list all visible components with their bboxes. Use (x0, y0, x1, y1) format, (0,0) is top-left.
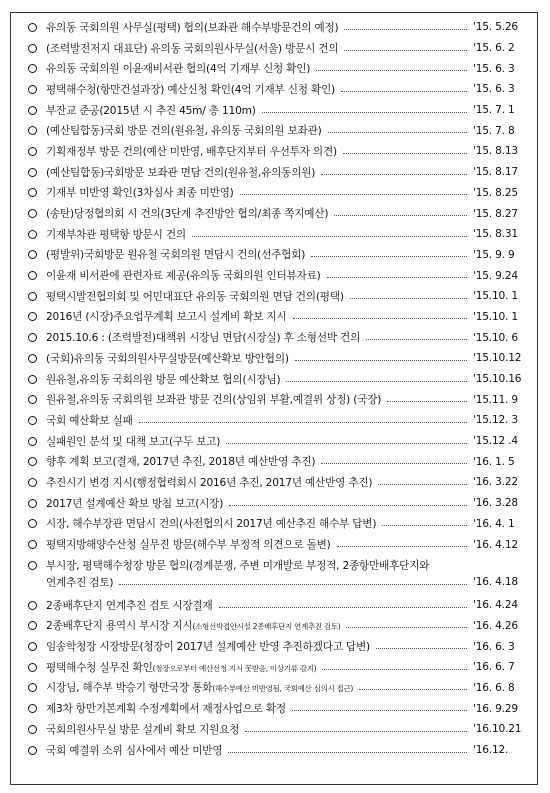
dot-leader (341, 91, 467, 92)
dot-leader (378, 484, 467, 485)
item-main-text: (예산팀합동)국회 방문 건의(원유철, 유의동 국회의원 보좌관) (46, 125, 322, 138)
timeline-item (11, 493, 537, 514)
timeline-item (11, 58, 537, 79)
timeline-list (11, 17, 537, 760)
item-text (46, 475, 372, 490)
item-main-text: 국회의원사무실 방문 설계비 확보 지원요청 (46, 723, 240, 736)
item-text (46, 598, 213, 613)
circle-bullet-icon (28, 250, 37, 259)
item-date: '15.10. 6 (473, 331, 518, 344)
dot-leader (328, 132, 467, 133)
circle-bullet-icon (28, 333, 37, 342)
circle-bullet-icon (28, 230, 37, 239)
item-main-text: 제3차 항만기본계획 수정계획에서 재정사업으로 확정 (46, 703, 286, 716)
dot-leader (343, 153, 467, 154)
dot-leader (286, 381, 467, 382)
circle-bullet-icon (28, 663, 37, 672)
circle-bullet-icon (28, 642, 37, 651)
timeline-item (11, 286, 537, 307)
dot-leader (192, 236, 467, 237)
item-text (46, 454, 315, 469)
item-date: '16. 4. 1 (473, 517, 515, 530)
circle-bullet-icon (28, 437, 37, 446)
dot-leader (228, 752, 467, 753)
circle-bullet-icon (28, 292, 37, 301)
circle-bullet-icon (28, 312, 37, 321)
item-date: '16. 4.24 (473, 599, 518, 612)
item-main-text: 이윤재 비서관에 관련자료 제공(유의동 국회의원 인터뷰자료) (46, 270, 321, 283)
item-text (46, 680, 353, 695)
item-main-text: 추진시기 변경 지시(행정협력회시 2016년 추진, 2017년 예산반영 추진) (46, 476, 373, 489)
item-text (46, 413, 133, 428)
item-main-text: 평택해수청(항만건설과장) 예산신청 확인(4억 기재부 신청 확인) (46, 83, 335, 96)
item-date: '15. 6. 3 (473, 83, 515, 96)
item-text (46, 185, 234, 200)
item-text (46, 722, 239, 737)
item-text (46, 701, 286, 716)
item-text (46, 61, 310, 76)
item-date: '16. 6. 3 (473, 640, 515, 653)
item-date: '15.12. 3 (473, 414, 518, 427)
timeline-item (11, 451, 537, 472)
dot-leader (293, 318, 468, 319)
circle-bullet-icon (28, 271, 37, 280)
item-date: '15. 8.27 (473, 207, 518, 220)
item-date: '15. 6. 3 (473, 62, 515, 75)
item-main-text: 기재부 미반영 확인(3차심사 최종 미반영) (46, 187, 234, 200)
circle-bullet-icon (28, 147, 37, 156)
dot-leader (344, 29, 467, 30)
item-date: '16. 3.28 (473, 497, 518, 510)
item-date: '15.10. 1 (473, 310, 518, 323)
dot-leader (337, 546, 467, 547)
item-text (46, 434, 220, 449)
circle-bullet-icon (28, 375, 37, 384)
item-text (46, 660, 316, 675)
timeline-item (11, 162, 537, 183)
item-text (46, 516, 376, 531)
timeline-item (11, 327, 537, 348)
item-text (46, 20, 338, 35)
item-date: '16. 4.12 (473, 538, 518, 551)
item-date: '15.10.12 (473, 352, 522, 365)
circle-bullet-icon (28, 188, 37, 197)
circle-bullet-icon (28, 683, 37, 692)
item-date: '16. 6. 8 (473, 681, 515, 694)
item-main-text: 국회 예산확보 실패 (46, 414, 133, 427)
timeline-item (11, 307, 537, 328)
dot-leader (229, 505, 467, 506)
dot-leader (346, 627, 467, 628)
item-main-text: 평택해수청 실무진 확인 (46, 661, 153, 674)
item-date: '15. 5.26 (473, 21, 518, 34)
item-text (46, 537, 331, 552)
item-date: '15.11. 9 (473, 393, 518, 406)
circle-bullet-icon (28, 540, 37, 549)
item-text (46, 496, 223, 511)
dot-leader (316, 70, 467, 71)
dot-leader (240, 194, 467, 195)
timeline-item (11, 100, 537, 121)
item-main-text: 유의동 국회의원 사무실(평택) 협의(보좌관 해수부방문건의 예정) (46, 21, 339, 34)
circle-bullet-icon (28, 457, 37, 466)
timeline-item (11, 678, 537, 699)
dot-leader (119, 584, 467, 585)
circle-bullet-icon (28, 106, 37, 115)
item-text (46, 82, 335, 97)
item-main-text: 2종배후단지 연계추진 검토 시장결재 (46, 599, 213, 612)
timeline-item (11, 472, 537, 493)
dot-leader (322, 669, 467, 670)
item-main-text: (평발위)국회방문 원유철 국회의원 면담시 건의(선주협회) (46, 249, 306, 262)
timeline-item (11, 120, 537, 141)
item-date: '15. 6. 2 (473, 42, 515, 55)
item-text (46, 330, 360, 345)
circle-bullet-icon (28, 168, 37, 177)
item-main-text: 기재부차관 평택항 방문시 건의 (46, 228, 186, 241)
item-main-text: 평택지방해양수산청 실무진 방문(해수부 부정적 의견으로 돌변) (46, 539, 331, 552)
timeline-item (11, 616, 537, 637)
item-date: '16. 4.18 (473, 576, 518, 589)
circle-bullet-icon (28, 621, 37, 630)
dot-leader (387, 401, 467, 402)
item-date: '15. 7. 1 (473, 104, 515, 117)
item-date: '16.10.21 (473, 723, 522, 736)
item-note: (해수부예산 미반영됨, 국회예산 심의시 접근) (212, 684, 354, 694)
item-text (46, 41, 338, 56)
item-text: 부시장, 평택해수청장 방문 협의(경계분쟁, 주변 미개발로 부정적, 2종항만배후단지와 (46, 559, 430, 572)
timeline-item (11, 245, 537, 266)
dot-leader (344, 50, 467, 51)
circle-bullet-icon (28, 64, 37, 73)
item-text (46, 227, 186, 242)
item-main-text: 향후 계획 보고(결재, 2017년 추진, 2018년 예산반영 추진) (46, 456, 316, 469)
item-date: '16. 1. 5 (473, 455, 515, 468)
item-main-text: (국회)유의동 국회의원사무실방문(예산확보 방안협의) (46, 352, 289, 365)
item-date: '15. 8.17 (473, 166, 518, 179)
circle-bullet-icon (28, 704, 37, 713)
timeline-item (11, 369, 537, 390)
timeline-item (11, 410, 537, 431)
circle-bullet-icon (28, 395, 37, 404)
item-main-text: 평택시발전협의회 및 어민대표단 유의동 국회의원 면담 건의(평택) (46, 290, 344, 303)
item-main-text: 기획재정부 방문 건의(예산 미반영, 배후단지부터 우선투자 의견) (46, 145, 337, 158)
item-text (46, 247, 305, 262)
item-text (46, 165, 315, 180)
dot-leader (321, 174, 467, 175)
dot-leader (262, 112, 467, 113)
item-main-text: 국회 예결위 소위 심사에서 예산 미반영 (46, 744, 223, 757)
item-date: '15.12 .4 (473, 435, 518, 448)
dot-leader (366, 339, 467, 340)
item-main-text: 2017년 설계예산 확보 방침 보고(시장) (46, 497, 224, 510)
circle-bullet-icon (28, 746, 37, 755)
dot-leader (139, 422, 467, 423)
item-main-text: (송탄)당정협의회 시 건의(3단계 추진방안 협의/최종 쪽지예산) (46, 208, 329, 221)
item-date: '15.10. 1 (473, 290, 518, 303)
dot-leader (311, 256, 467, 257)
circle-bullet-icon (28, 209, 37, 218)
item-text (46, 206, 328, 221)
circle-bullet-icon (28, 44, 37, 53)
item-text (46, 268, 321, 283)
circle-bullet-icon (28, 354, 37, 363)
item-main-text: 2종배후단지 용역시 부시장 지시 (46, 620, 193, 633)
circle-bullet-icon (28, 478, 37, 487)
item-text (46, 309, 287, 324)
timeline-item (11, 555, 537, 595)
circle-bullet-icon (28, 23, 37, 32)
timeline-item (11, 534, 537, 555)
circle-bullet-icon (28, 126, 37, 135)
circle-bullet-icon (28, 85, 37, 94)
document-box (10, 12, 538, 785)
item-main-text: 원유철,유의동 국회의원 보좌관 방문 건의(상임위 부활,예결위 상정) (국장) (46, 394, 382, 407)
item-main-text: 2016년 (시장)주요업무계획 보고시 설계비 확보 지시 (46, 311, 287, 324)
item-text (46, 144, 337, 159)
timeline-item (11, 636, 537, 657)
timeline-item (11, 183, 537, 204)
circle-bullet-icon (28, 416, 37, 425)
circle-bullet-icon (28, 561, 37, 570)
item-date: '15. 8.13 (473, 145, 518, 158)
timeline-item (11, 79, 537, 100)
item-date: '15. 7. 8 (473, 124, 515, 137)
dot-leader (359, 689, 467, 690)
timeline-item (11, 389, 537, 410)
item-main-text: 임송학청장 시장방문(청장이 2017년 설계예산 반영 추진하겠다고 답변) (46, 641, 370, 654)
circle-bullet-icon (28, 601, 37, 610)
circle-bullet-icon (28, 519, 37, 528)
item-note: (소형선박접안시설 2종배후단지 연계추진 검토) (192, 622, 341, 632)
item-date: '16. 6. 7 (473, 661, 515, 674)
item-text (46, 372, 280, 387)
item-text (46, 618, 340, 633)
circle-bullet-icon (28, 499, 37, 508)
timeline-item (11, 141, 537, 162)
item-date: '15. 9. 9 (473, 248, 515, 261)
timeline-item (11, 224, 537, 245)
item-text (46, 103, 256, 118)
item-note: (청장으로부터 예산신청 지시 못받음, 이상기류 감지) (152, 663, 317, 673)
timeline-item (11, 514, 537, 535)
dot-leader (219, 607, 467, 608)
dot-leader (327, 277, 467, 278)
item-main-text: 원유철,유의동 국회의원 방문 예산확보 협의(시장님) (46, 373, 281, 386)
circle-bullet-icon (28, 725, 37, 734)
item-main-text: (조력발전저지 대표단) 유의동 국회의원사무실(서울) 방문시 건의 (46, 42, 339, 55)
timeline-item (11, 431, 537, 452)
dot-leader (226, 443, 467, 444)
item-text (46, 289, 344, 304)
dot-leader (245, 731, 467, 732)
dot-leader (376, 648, 467, 649)
timeline-item (11, 203, 537, 224)
dot-leader (321, 463, 467, 464)
dot-leader (292, 710, 467, 711)
timeline-item (11, 698, 537, 719)
dot-leader (382, 525, 467, 526)
dot-leader (295, 360, 467, 361)
item-main-text: 유의동 국회의원 이윤재비서관 협의(4억 기재부 신청 확인) (46, 63, 311, 76)
item-main-text: 실패원인 분석 및 대책 보고(구두 보고) (46, 435, 221, 448)
item-date: '15. 8.31 (473, 228, 518, 241)
item-main-text: 시장, 해수부장관 면담시 건의(사전협의시 2017년 예산추진 해수부 답변) (46, 518, 377, 531)
item-date: '16. 9.29 (473, 702, 518, 715)
item-text (46, 639, 370, 654)
timeline-item (11, 740, 537, 761)
item-main-text: 시장님, 해수부 박승기 항만국장 통화 (46, 682, 213, 695)
item-date: '15.10.16 (473, 373, 522, 386)
timeline-item (11, 719, 537, 740)
dot-leader (334, 215, 467, 216)
item-text (46, 743, 222, 758)
timeline-item (11, 265, 537, 286)
item-date: '15. 9.24 (473, 269, 518, 282)
item-date: '16. 4.26 (473, 619, 518, 632)
item-date: '16.12. (473, 744, 509, 757)
item-text (46, 392, 381, 407)
item-text (46, 351, 289, 366)
item-date: '15. 8.25 (473, 186, 518, 199)
item-text (46, 123, 322, 138)
item-main-text: 2015.10.6 : (조력발전)대책위 시장님 면담(시장실) 후 소형선박 건의 (46, 332, 361, 345)
dot-leader (350, 298, 467, 299)
timeline-item (11, 595, 537, 616)
item-date: '16. 3.22 (473, 476, 518, 489)
timeline-item (11, 657, 537, 678)
timeline-item (11, 348, 537, 369)
timeline-item (11, 17, 537, 38)
item-main-text: (예산팀합동)국회방문 보좌관 면담 건의(원유철,유의동의원) (46, 166, 316, 179)
item-text-continued: 연계추진 검토) (46, 576, 114, 589)
timeline-item (11, 38, 537, 59)
item-main-text: 부잔교 준공(2015년 시 추진 45m/ 총 110m) (46, 104, 256, 117)
